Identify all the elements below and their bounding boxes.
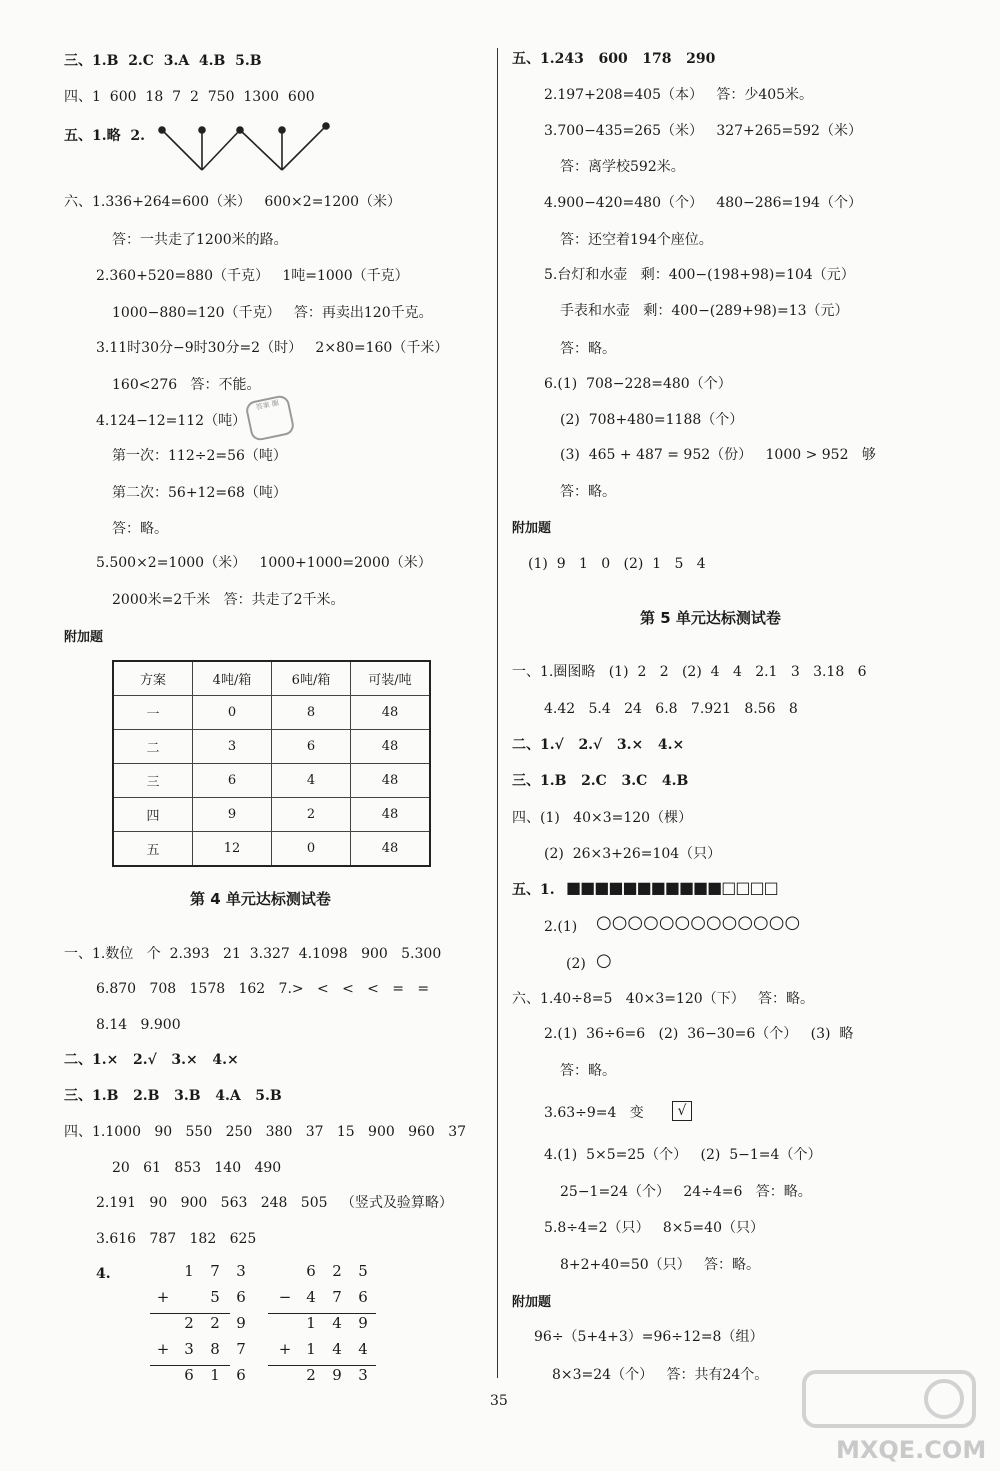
left-line-15: 2000米=2千米 答：共走了2千米。: [112, 592, 345, 608]
unit4-line-10: 4.: [96, 1266, 111, 1282]
right-line-3: 3.700−435=265（米） 327+265=592（米）: [544, 123, 862, 139]
right-line-13: 答：略。: [560, 484, 616, 500]
left-line-14: 5.500×2=1000（米） 1000+1000=2000（米）: [96, 555, 432, 571]
left-line-8: 3.11时30分−9时30分=2（时） 2×80=160（千米）: [96, 340, 449, 356]
left-line-1: 三、1.B 2.C 3.A 4.B 5.B: [64, 53, 262, 69]
unit4-line-6: 四、1.1000 90 550 250 380 37 15 900 960 37: [64, 1124, 467, 1140]
unit5-line-2: 4.42 5.4 24 6.8 7.921 8.56 8: [544, 701, 798, 717]
table-row: [113, 832, 430, 867]
table-cell: 4: [272, 764, 351, 798]
table-cell: 12: [193, 832, 272, 867]
right-line-14: (1) 9 1 0 (2) 1 5 4: [528, 556, 706, 572]
unit5-line-5: 四、(1) 40×3=120（棵）: [512, 810, 693, 826]
page-number: 35: [490, 1393, 508, 1409]
unit5-line-1: 一、1.圈图略 (1) 2 2 (2) 4 4 2.1 3 3.18 6: [512, 664, 867, 680]
table-cell: 五: [113, 832, 193, 867]
unit4-line-5: 三、1.B 2.B 3.B 4.A 5.B: [64, 1088, 282, 1104]
unit5-line-12: 答：略。: [560, 1063, 616, 1079]
table-row: [113, 730, 430, 764]
table-header: 方案: [113, 661, 193, 696]
table-cell: 8: [272, 696, 351, 730]
right-line-10: 6.(1) 708−228=480（个）: [544, 376, 732, 392]
right-line-8: 手表和水壶 剩：400−(289+98)=13（元）: [560, 303, 849, 319]
table-cell: 二: [113, 730, 193, 764]
extra-title-right: 附加题: [512, 521, 552, 536]
table-cell: 6: [272, 730, 351, 764]
unit5-line-16: 5.8÷4=2（只） 8×5=40（只）: [544, 1220, 764, 1236]
left-line-5: 答：一共走了1200米的路。: [112, 232, 288, 248]
calc-rule: [268, 1313, 376, 1314]
table-row: [113, 798, 430, 832]
right-line-12: (3) 465 + 487 = 952（份） 1000 > 952 够: [560, 447, 876, 463]
table-cell: 三: [113, 764, 193, 798]
left-line-6: 2.360+520=880（千克） 1吨=1000（千克）: [96, 268, 409, 284]
table-cell: 3: [193, 730, 272, 764]
check-icon: √: [672, 1101, 692, 1121]
right-line-7: 5.台灯和水壶 剩：400−(198+98)=104（元）: [544, 267, 855, 283]
watermark-logo-icon: [800, 1366, 980, 1430]
table-cell: 2: [272, 798, 351, 832]
left-line-10: 4.124−12=112（吨）: [96, 413, 247, 429]
table-cell: 四: [113, 798, 193, 832]
left-line-2: 四、1 600 18 7 2 750 1300 600: [64, 89, 315, 105]
unit4-line-2: 6.870 708 1578 162 7.> < < < = =: [96, 981, 430, 997]
left-line-13: 答：略。: [112, 521, 168, 537]
left-line-9: 160<276 答：不能。: [112, 377, 261, 393]
unit4-line-8: 2.191 90 900 563 248 505 （竖式及验算略）: [96, 1195, 453, 1211]
unit4-line-1: 一、1.数位 个 2.393 21 3.327 4.1098 900 5.300: [64, 946, 442, 962]
extra-title-right-2: 附加题: [512, 1295, 552, 1310]
left-line-11: 第一次：112÷2=56（吨）: [112, 448, 287, 464]
unit5-line-3: 二、1.√ 2.√ 3.× 4.×: [512, 737, 685, 753]
right-line-4: 答：离学校592米。: [560, 159, 685, 175]
left-line-7: 1000−880=120（千克） 答：再卖出120千克。: [112, 305, 433, 321]
unit5-line-18: 96÷（5+4+3）=96÷12=8（组）: [534, 1329, 764, 1345]
unit4-line-4: 二、1.× 2.√ 3.× 4.×: [64, 1052, 239, 1068]
unit5-line-6: (2) 26×3+26=104（只）: [544, 846, 722, 862]
unit4-line-7: 20 61 853 140 490: [112, 1160, 282, 1176]
vertical-calc-2: 6 2 5 − 4 7 6 1 4 9 + 1 4 4 2 9 3: [278, 1262, 368, 1384]
left-line-4: 六、1.336+264=600（米） 600×2=1200（米）: [64, 194, 402, 210]
unit5-line-15: 25−1=24（个） 24÷4=6 答：略。: [560, 1184, 812, 1200]
calc-rule: [268, 1365, 376, 1366]
table-cell: 48: [351, 764, 431, 798]
left-line-12: 第二次：56+12=68（吨）: [112, 485, 287, 501]
unit4-line-9: 3.616 787 182 625: [96, 1231, 257, 1247]
table-cell: 48: [351, 832, 431, 867]
table-cell: 0: [272, 832, 351, 867]
right-line-2: 2.197+208=405（本） 答：少405米。: [544, 87, 814, 103]
unit5-line-4: 三、1.B 2.C 3.C 4.B: [512, 773, 689, 789]
table-cell: 0: [193, 696, 272, 730]
right-line-9: 答：略。: [560, 341, 616, 357]
column-divider: [497, 48, 498, 1378]
table-cell: 48: [351, 798, 431, 832]
unit5-line-13: 3.63÷9=4 变: [544, 1105, 644, 1121]
plan-table: [112, 660, 431, 867]
unit4-line-3: 8.14 9.900: [96, 1017, 181, 1033]
table-header: 4吨/箱: [193, 661, 272, 696]
unit5-line-14: 4.(1) 5×5=25（个） (2) 5−1=4（个）: [544, 1147, 822, 1163]
right-line-1: 五、1.243 600 178 290: [512, 51, 716, 67]
unit5-line-19: 8×3=24（个） 答：共有24个。: [552, 1367, 769, 1383]
unit5-line-8: 2.(1): [544, 919, 578, 935]
circle-figure: ○: [596, 950, 612, 971]
unit5-line-9: (2): [566, 956, 586, 972]
stamp-logo: 答案 圈: [244, 394, 295, 442]
table-header-row: [113, 661, 430, 696]
vertical-calc-1: 1 7 3 + 5 6 2 2 9 + 3 8 7 6 1 6: [156, 1262, 246, 1384]
unit5-title: 第 5 单元达标测试卷: [640, 609, 781, 627]
right-line-11: (2) 708+480=1188（个）: [560, 412, 744, 428]
unit4-title: 第 4 单元达标测试卷: [190, 890, 331, 908]
unit5-line-17: 8+2+40=50（只） 答：略。: [560, 1257, 760, 1273]
table-cell: 9: [193, 798, 272, 832]
table-cell: 48: [351, 730, 431, 764]
right-line-6: 答：还空着194个座位。: [560, 232, 713, 248]
calc-rule: [150, 1313, 230, 1314]
table-cell: 一: [113, 696, 193, 730]
unit5-line-11: 2.(1) 36÷6=6 (2) 36−30=6（个） (3) 略: [544, 1026, 854, 1042]
right-line-5: 4.900−420=480（个） 480−286=194（个）: [544, 195, 862, 211]
circles-figure: ○○○○○○○○○○○○○: [596, 912, 801, 933]
table-cell: 6: [193, 764, 272, 798]
table-cell: 48: [351, 696, 431, 730]
calc-rule: [150, 1365, 230, 1366]
table-row: [113, 764, 430, 798]
unit5-line-7: 五、1.: [512, 882, 555, 898]
connecting-lines-figure: [150, 118, 340, 188]
table-header: 6吨/箱: [272, 661, 351, 696]
extra-title-left: 附加题: [64, 630, 104, 645]
check-box: [672, 1101, 692, 1121]
squares-figure: ■■■■■■■■■■■□□□□: [566, 878, 778, 897]
table-row: [113, 696, 430, 730]
unit5-line-10: 六、1.40÷8=5 40×3=120（下） 答：略。: [512, 991, 815, 1007]
table-header: 可装/吨: [351, 661, 431, 696]
watermark-logo: MXQE.COM: [836, 1436, 987, 1464]
left-line-3: 五、1.略 2.: [64, 128, 145, 144]
